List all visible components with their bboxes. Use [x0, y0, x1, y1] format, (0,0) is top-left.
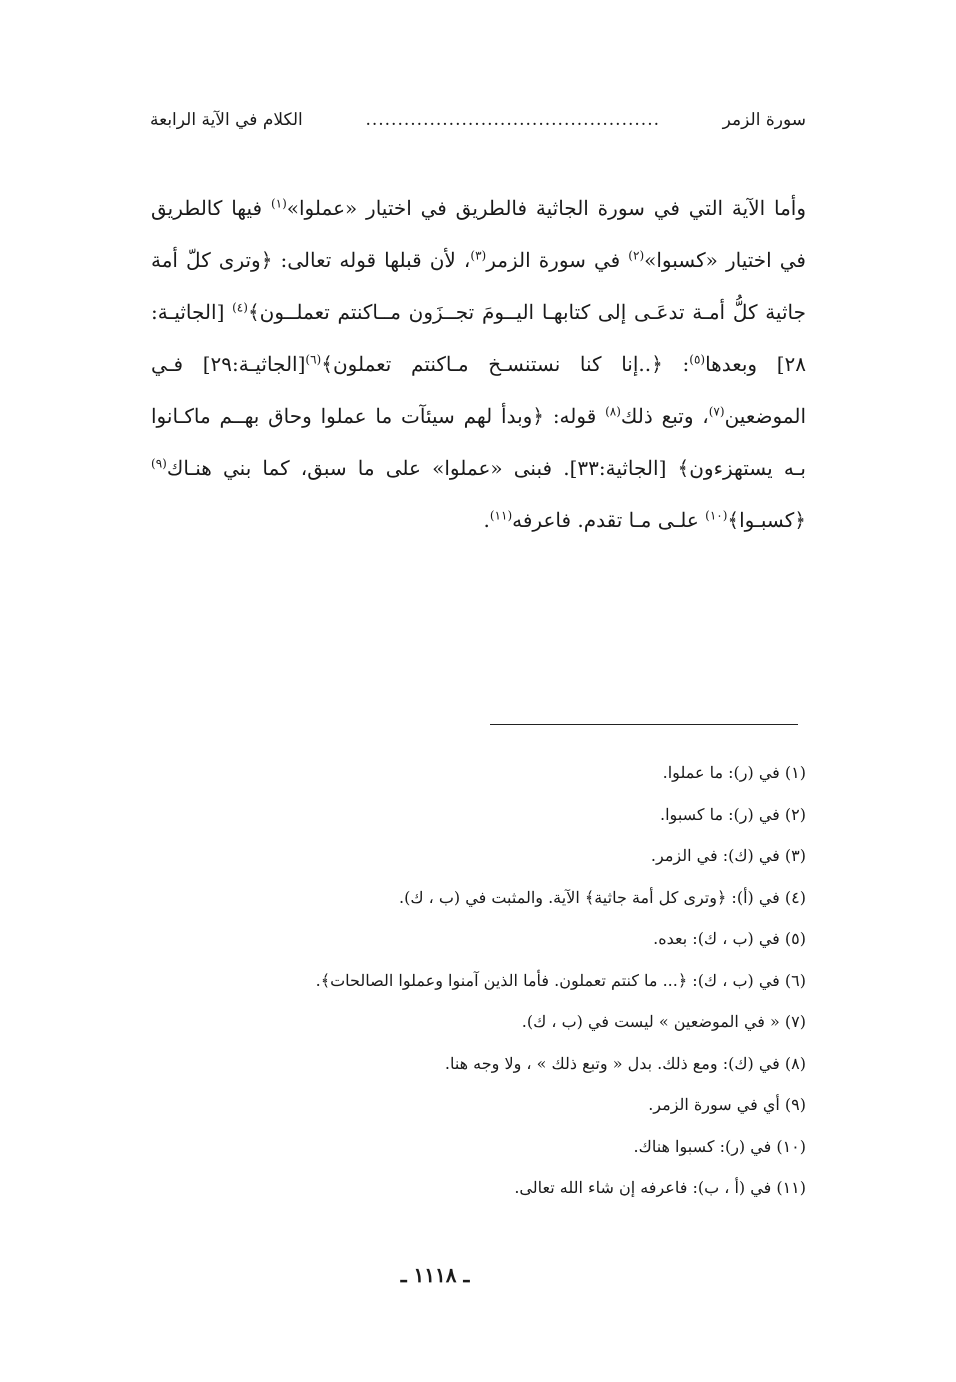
footnote-marker: (١٠): [705, 508, 728, 523]
running-header: [150, 110, 806, 130]
body-text-segment: ، لأن قبلها قوله تعالى: ﴿وترى كلّ أمة جاثية كلُّ أمـة تدعَـى إلى كتابهـا اليــومَ تجــزَون مــاكنتم تعملــون﴾: [151, 248, 806, 324]
body-text-segment: .: [483, 508, 490, 532]
main-paragraph: [151, 182, 806, 546]
footnote-item: (٥) في (ب ، ك): بعده.: [653, 929, 806, 948]
body-text-segment: قوله: ﴿وبدأ لهم سيئآت ما عملوا وحاق بهــم ماكـانوا بـه يستهزءون﴾ [الجاثية:٣٣]. فبنى «عملوا» على ما سبق، كما بني هنـاك: [151, 404, 806, 480]
header-dot-leader: ..............................................: [365, 110, 661, 130]
footnote-item: (١٠) في (ر): كسبوا هناك.: [633, 1136, 806, 1156]
footnote-marker: (٨): [605, 404, 621, 419]
page-number: ـ ١١١٨ ـ: [400, 1263, 470, 1287]
footnote-marker: (٦): [305, 352, 322, 367]
footnote-marker: (٢): [628, 248, 645, 263]
footnote-item: (٨) في (ك): ومع ذلك. بدل « وتبع ذلك » ، ولا وجه هنا.: [444, 1053, 806, 1073]
body-text-segment: وأما الآية التي في سورة الجاثية فالطريق في اختيار «عملوا»: [286, 196, 806, 220]
footnote-item: (١) في (ر): ما عملوا.: [662, 763, 806, 782]
body-text-segment: فيها كالطريق في اختيار «كسبوا»: [151, 196, 806, 272]
footnote-marker: (١١): [489, 508, 513, 523]
footnote-item: (٣) في (ك): في الزمر.: [650, 846, 806, 865]
footnote-item: (٦) في (ب ، ك): ﴿... ما كنتم تعملون. فأما الذين آمنوا وعملوا الصالحات﴾.: [315, 970, 806, 990]
footnote-marker: (٤): [232, 300, 248, 315]
body-text-segment: ﴿كسبـوا﴾: [727, 508, 806, 532]
footnote-marker: (٧): [708, 404, 725, 419]
body-text-segment: : ﴿..إنا كنا نستنسـخ مـاكنتم تعملون﴾: [321, 352, 690, 376]
footnote-item: (٤) في (أ): ﴿وترى كل أمة جاثية﴾ الآية. والمثبت في (ب ، ك).: [399, 887, 806, 907]
footnote-marker: (١): [270, 196, 287, 211]
footnote-marker: (٣): [470, 248, 487, 263]
body-text-segment: ، وتبع ذلك: [620, 404, 709, 428]
header-surah-name: سورة الزمر: [722, 110, 806, 130]
header-section-title: الكلام في الآية الرابعة: [150, 110, 303, 130]
footnote-item: (٩) أي في سورة الزمر.: [648, 1095, 806, 1114]
body-text-segment: في سورة الزمر: [486, 248, 629, 272]
footnotes-list: [151, 752, 806, 1209]
body-text-segment: [الجاثيـة:٢٩] فـي الموضعين: [151, 352, 806, 428]
footnote-item: (٧) « في الموضعين » ليست في (ب ، ك).: [521, 1012, 806, 1031]
footnote-item: (١١) في (أ ، ب): فاعرفه إن شاء الله تعالى.: [514, 1178, 806, 1197]
body-text-segment: [الجاثيـة: ٢٨] وبعدها: [151, 300, 807, 376]
body-text-segment: علـى مـا تقدم. فاعرفه: [512, 508, 706, 532]
footnote-item: (٢) في (ر): ما كسبوا.: [660, 804, 806, 824]
footnote-marker: (٥): [689, 352, 706, 367]
footnote-marker: (٩): [151, 456, 167, 471]
footnote-separator: [490, 724, 798, 725]
